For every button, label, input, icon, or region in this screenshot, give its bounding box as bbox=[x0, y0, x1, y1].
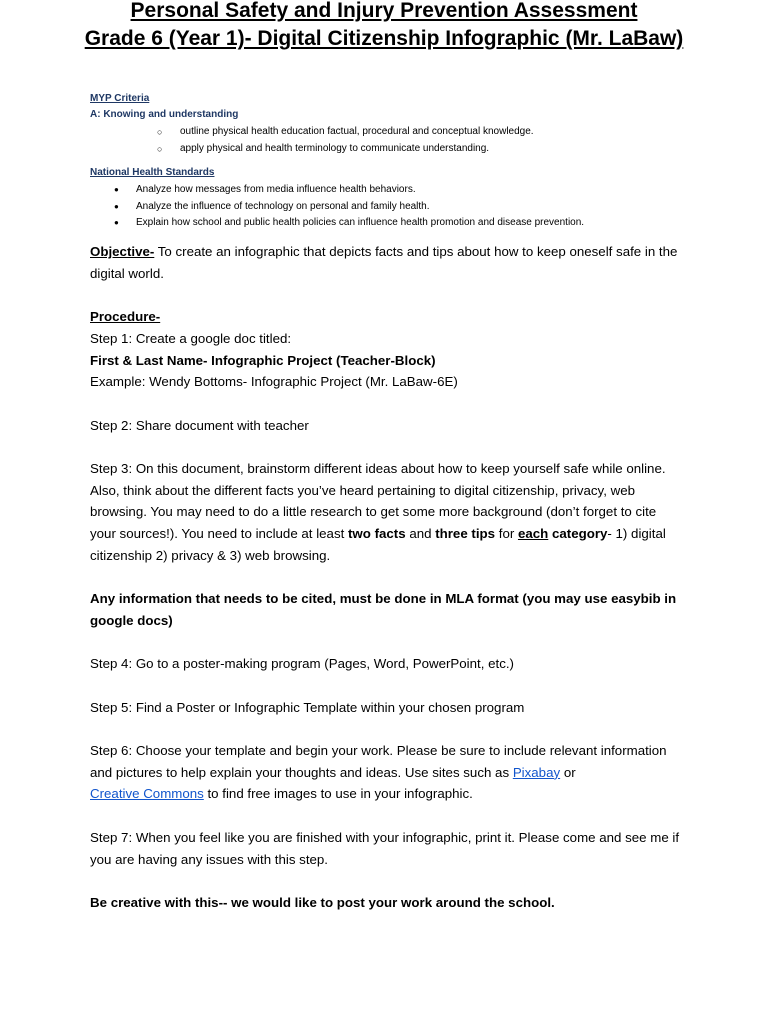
step-4: Step 4: Go to a poster-making program (Pages, Word, PowerPoint, etc.) bbox=[90, 656, 514, 672]
step-5: Step 5: Find a Poster or Infographic Template within your chosen program bbox=[90, 699, 525, 715]
step-3-text: Step 3: On this document, brainstorm different ideas about how to keep yourself safe while online. Also, think about the different facts you’ve heard pertaining to digital citizenship, privacy, web browsing. You may need to do a little research to get some more background (don’t forget to cite your sources!). You need to include at least bbox=[90, 460, 666, 542]
title-line-2: Grade 6 (Year 1)- Digital Citizenship Infographic (Mr. LaBaw) bbox=[84, 27, 684, 50]
procedure-label: Procedure- bbox=[90, 309, 161, 325]
three-tips: three tips bbox=[435, 526, 496, 542]
step-1-example: Example: Wendy Bottoms- Infographic Project (Mr. LaBaw-6E) bbox=[90, 374, 458, 390]
step-3-and: and bbox=[405, 526, 436, 542]
step-3-for: for bbox=[495, 526, 518, 542]
myp-item-1: ○ outline physical health education factual, procedural and conceptual knowledge. bbox=[180, 124, 534, 141]
pixabay-link[interactable]: Pixabay bbox=[512, 764, 561, 780]
myp-item-2: ○ apply physical and health terminology to communicate understanding. bbox=[180, 141, 489, 158]
creative-commons-link[interactable]: Creative Commons bbox=[90, 786, 204, 802]
step-6-end: to find free images to use in your infographic. bbox=[203, 786, 473, 802]
myp-criterion-label: A: Knowing and understanding bbox=[90, 109, 239, 120]
objective-label: Objective- bbox=[90, 244, 155, 259]
step-3-end: - 1) digital citizenship 2) privacy & 3) web browsing. bbox=[90, 526, 666, 563]
closing-note: Be creative with this-- we would like to post your work around the school. bbox=[90, 894, 555, 910]
nhs-heading: National Health Standards bbox=[90, 167, 215, 178]
each-word: each bbox=[517, 526, 549, 542]
mla-note: Any information that needs to be cited, must be done in MLA format (you may use easybib in google docs) bbox=[90, 591, 677, 628]
step-2: Step 2: Share document with teacher bbox=[90, 417, 309, 433]
body-text bbox=[90, 241, 682, 914]
objective-paragraph bbox=[90, 241, 682, 284]
nhs-item-1: ● Analyze how messages from media influence health behaviors. bbox=[136, 182, 416, 199]
nhs-item-3: ● Explain how school and public health policies can influence health promotion and disease prevention. bbox=[136, 215, 584, 232]
step-7: Step 7: When you feel like you are finished with your infographic, print it. Please come and see me if you are having any issues with this step. bbox=[90, 829, 680, 867]
step-3 bbox=[90, 458, 682, 567]
step-1: Step 1: Create a google doc titled: bbox=[90, 330, 292, 346]
step-1-title-format: First & Last Name- Infographic Project (Teacher-Block) bbox=[90, 352, 436, 368]
step-6-text: Step 6: Choose your template and begin your work. Please be sure to include relevant information and pictures to help explain your thoughts and ideas. Use sites such as bbox=[90, 743, 667, 780]
nhs-item-2: ● Analyze the influence of technology on personal and family health. bbox=[136, 199, 430, 216]
title-line-1: Personal Safety and Injury Prevention Assessment bbox=[130, 0, 638, 22]
myp-criteria-heading: MYP Criteria bbox=[90, 93, 150, 104]
objective-text: To create an infographic that depicts facts and tips about how to keep oneself safe in the digital world. bbox=[90, 244, 678, 281]
category-word: category bbox=[548, 526, 608, 542]
step-6-or: or bbox=[560, 764, 576, 780]
two-facts: two facts bbox=[347, 526, 406, 542]
step-6 bbox=[90, 740, 682, 805]
